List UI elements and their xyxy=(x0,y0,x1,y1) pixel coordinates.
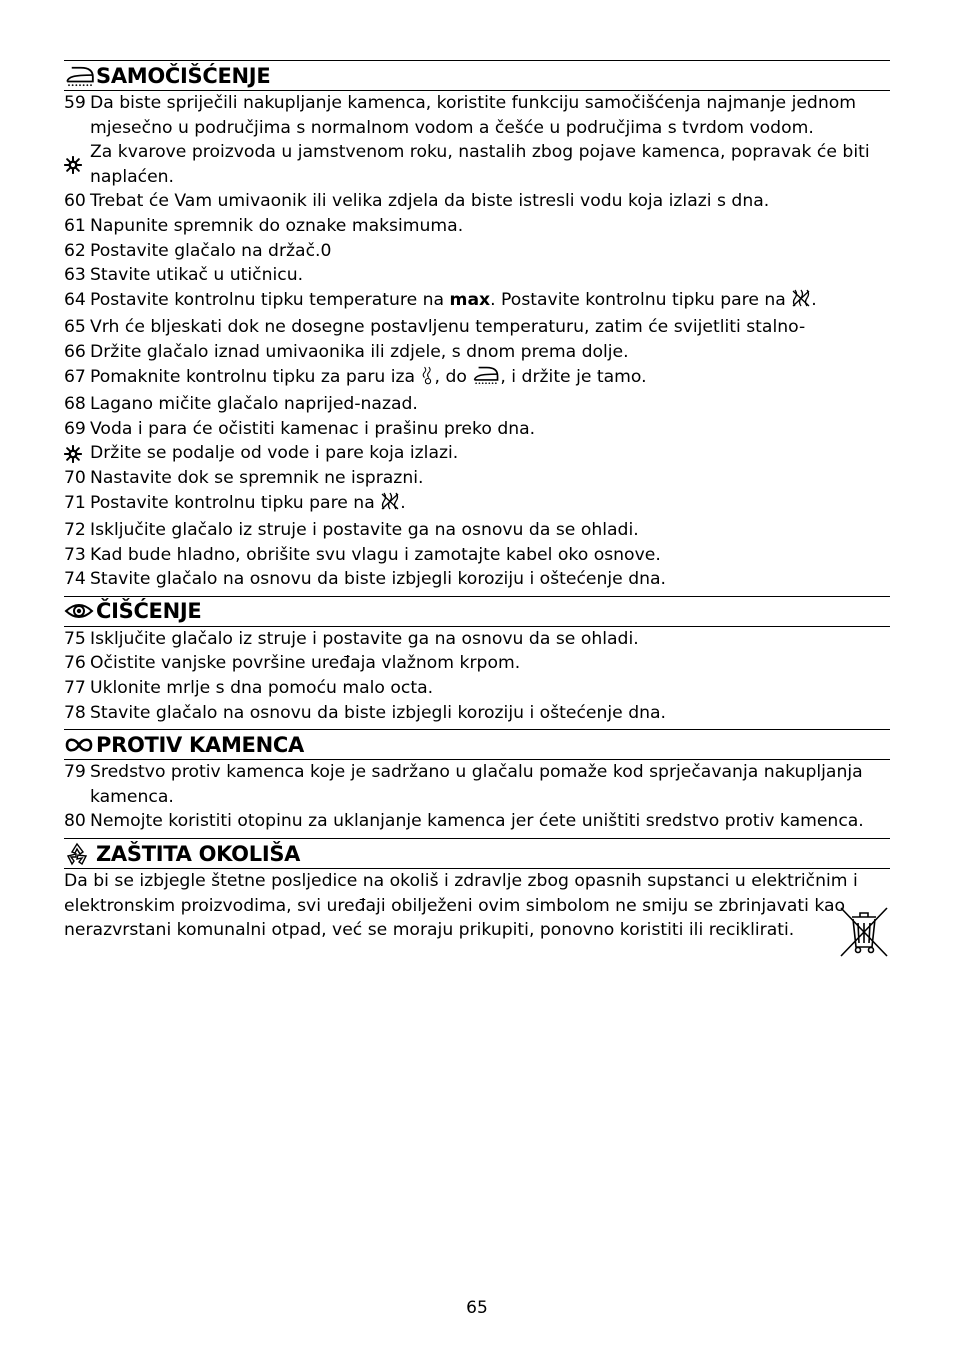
list-item: 72 Isključite glačalo iz struje i postavite ga na osnovu da se ohladi. xyxy=(64,520,639,541)
list-item: 68 Lagano mičite glačalo naprijed-nazad. xyxy=(64,394,418,415)
recycle-icon xyxy=(64,843,96,865)
section-title: PROTIV KAMENCA xyxy=(96,732,304,757)
list-item: 70 Nastavite dok se spremnik ne isprazni. xyxy=(64,467,424,488)
warning-item: Za kvarove proizvoda u jamstvenom roku, nastalih zbog pojave kamenca, popravak će biti naplaćen. xyxy=(64,140,890,189)
list-item: 63 Stavite utikač u utičnicu. xyxy=(64,265,304,286)
warning-icon xyxy=(64,441,90,466)
list-item: 67 Pomaknite kontrolnu tipku za paru iza , do , i držite je tamo. xyxy=(64,365,890,393)
weee-crossed-bin-icon xyxy=(838,905,890,967)
anti-scale-list xyxy=(64,760,890,834)
section-header-self-clean xyxy=(64,60,890,91)
list-item: 65 Vrh će bljeskati dok ne dosegne postavljenu temperaturu, zatim će svijetliti stalno- xyxy=(64,317,806,338)
list-item: 80 Nemojte koristiti otopinu za uklanjanje kamenca jer ćete uništiti sredstvo protiv kamenca. xyxy=(64,811,864,832)
steam-off-icon xyxy=(791,288,811,316)
self-clean-list xyxy=(64,91,890,592)
warning-item: Držite se podalje od vode i pare koja izlazi. xyxy=(64,441,890,466)
infinity-icon xyxy=(64,734,96,756)
list-item: 64 Postavite kontrolnu tipku temperature na max. Postavite kontrolnu tipku pare na . xyxy=(64,288,890,316)
section-title: ZAŠTITA OKOLIŠA xyxy=(96,841,301,866)
environment-paragraph: Da bi se izbjegle štetne posljedice na okoliš i zdravlje zbog opasnih supstanci u električnim i elektronskim proizvodima, svi uređaji obilježeni ovim simbolom ne smiju se zbrinjavati kao nerazvrstani komunalni otpad, već se moraju prikupiti, ponovno koristiti ili reciklirati. xyxy=(64,869,890,943)
steam-off-icon xyxy=(380,491,400,519)
warning-icon xyxy=(64,140,90,189)
list-item: 77 Uklonite mrlje s dna pomoću malo octa. xyxy=(64,678,434,699)
manual-page xyxy=(64,60,890,943)
section-title: ČIŠĆENJE xyxy=(96,599,202,624)
steam-icon xyxy=(421,365,435,393)
list-item: 66 Držite glačalo iznad umivaonika ili zdjele, s dnom prema dolje. xyxy=(64,341,629,362)
section-header-anti-scale xyxy=(64,729,890,760)
list-item: 73 Kad bude hladno, obrišite svu vlagu i zamotajte kabel oko osnove. xyxy=(64,544,661,565)
iron-steam-icon xyxy=(472,365,500,393)
cleaning-list xyxy=(64,627,890,725)
list-item: 75 Isključite glačalo iz struje i postavite ga na osnovu da se ohladi. xyxy=(64,628,639,649)
list-item: 74 Stavite glačalo na osnovu da biste izbjegli koroziju i oštećenje dna. xyxy=(64,569,666,590)
section-header-environment xyxy=(64,838,890,869)
list-item: 59 Da biste spriječili nakupljanje kamenca, koristite funkciju samočišćenja najmanje jednom mjesečno u područjima s normalnom vodom a češće u područjima s tvrdom vodom. xyxy=(64,93,856,138)
list-item: 61 Napunite spremnik do oznake maksimuma. xyxy=(64,215,464,236)
page-number: 65 xyxy=(466,1298,488,1318)
section-title: SAMOČIŠĆENJE xyxy=(96,63,271,88)
eye-icon xyxy=(64,600,96,622)
list-item: 69 Voda i para će očistiti kamenac i prašinu preko dna. xyxy=(64,418,536,439)
list-item: 78 Stavite glačalo na osnovu da biste izbjegli koroziju i oštećenje dna. xyxy=(64,702,666,723)
list-item: 60 Trebat će Vam umivaonik ili velika zdjela da biste istresli vodu koja izlazi s dna. xyxy=(64,191,770,212)
list-item: 79 Sredstvo protiv kamenca koje je sadržano u glačalu pomaže kod sprječavanja nakupljanja kamenca. xyxy=(64,762,863,807)
section-header-cleaning xyxy=(64,596,890,627)
list-item: 71 Postavite kontrolnu tipku pare na . xyxy=(64,491,890,519)
iron-steam-icon xyxy=(64,65,96,87)
list-item: 76 Očistite vanjske površine uređaja vlažnom krpom. xyxy=(64,653,521,674)
list-item: 62 Postavite glačalo na držač.0 xyxy=(64,240,332,261)
